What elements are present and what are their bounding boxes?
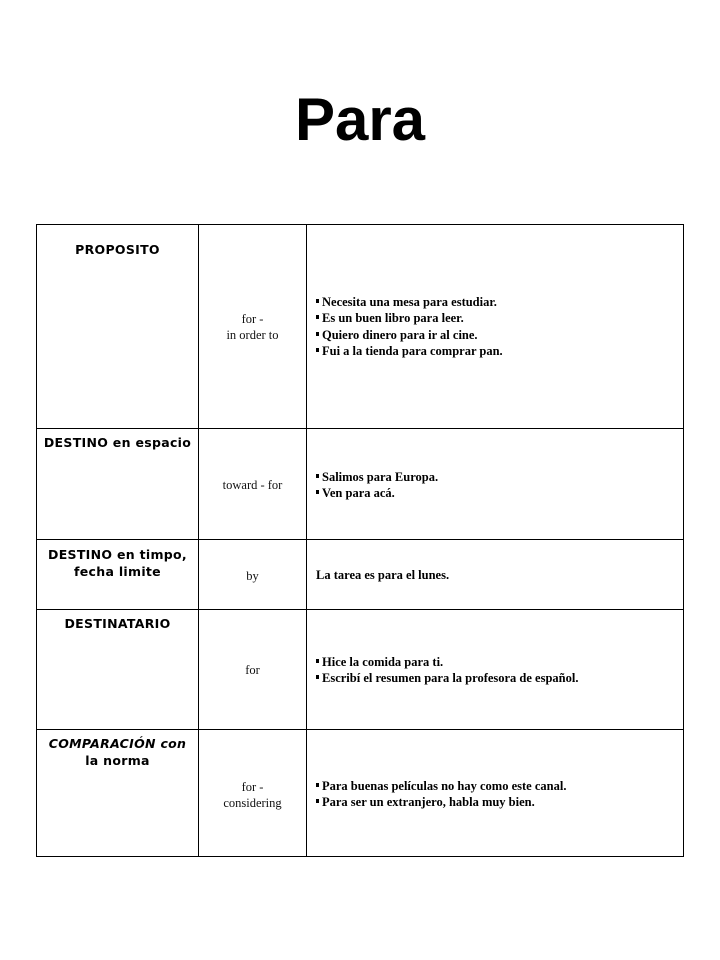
example-item: Es un buen libro para leer.	[316, 310, 677, 326]
bullet-icon	[316, 659, 319, 663]
bullet-icon	[316, 474, 319, 478]
meaning-cell	[199, 540, 307, 609]
bullet-icon	[316, 490, 319, 494]
table-row-destinatario	[37, 610, 683, 730]
example-item: La tarea es para el lunes.	[316, 568, 450, 582]
bullet-icon	[316, 332, 319, 336]
table-row-destino-espacio	[37, 429, 683, 540]
meaning-text: for	[245, 663, 260, 677]
category-cell	[37, 610, 199, 729]
bullet-icon	[316, 299, 319, 303]
example-item: Ven para acá.	[316, 485, 677, 501]
category-label: PROPOSITO	[75, 242, 160, 257]
category-label: DESTINATARIO	[64, 616, 171, 631]
examples-list	[316, 469, 677, 502]
page-title: Para	[294, 86, 426, 153]
bullet-icon	[316, 783, 319, 787]
examples-cell	[307, 610, 683, 729]
bullet-icon	[316, 348, 319, 352]
example-item: Quiero dinero para ir al cine.	[316, 327, 677, 343]
meaning-text: for - considering	[223, 780, 282, 810]
category-label: COMPARACIÓN con la norma	[48, 736, 187, 768]
examples-cell	[307, 540, 683, 609]
bullet-icon	[316, 315, 319, 319]
example-item: Salimos para Europa.	[316, 469, 677, 485]
meaning-text: for - in order to	[226, 312, 279, 342]
example-item: Hice la comida para ti.	[316, 654, 677, 670]
meaning-cell	[199, 225, 307, 428]
example-item: Fui a la tienda para comprar pan.	[316, 343, 677, 359]
category-cell	[37, 225, 199, 428]
example-item: Para ser un extranjero, habla muy bien.	[316, 794, 677, 810]
category-cell	[37, 540, 199, 609]
table-row-destino-tiempo	[37, 540, 683, 610]
examples-list	[316, 778, 677, 811]
para-usage-table	[36, 224, 684, 857]
category-label: DESTINO en timpo, fecha limite	[48, 547, 187, 579]
category-cell	[37, 730, 199, 856]
examples-cell	[307, 225, 683, 428]
category-cell	[37, 429, 199, 539]
example-item: Necesita una mesa para estudiar.	[316, 294, 677, 310]
examples-cell	[307, 730, 683, 856]
examples-list	[316, 294, 677, 359]
meaning-text: toward - for	[222, 478, 283, 492]
meaning-cell	[199, 429, 307, 539]
meaning-cell	[199, 730, 307, 856]
examples-cell	[307, 429, 683, 539]
meaning-text: by	[246, 569, 259, 583]
bullet-icon	[316, 675, 319, 679]
bullet-icon	[316, 799, 319, 803]
examples-list	[316, 567, 677, 583]
example-item: Escribí el resumen para la profesora de español.	[316, 670, 677, 686]
meaning-cell	[199, 610, 307, 729]
category-label: DESTINO en espacio	[43, 435, 192, 450]
examples-list	[316, 654, 677, 687]
table-row-proposito	[37, 225, 683, 429]
example-item: Para buenas películas no hay como este canal.	[316, 778, 677, 794]
table-row-comparacion	[37, 730, 683, 856]
